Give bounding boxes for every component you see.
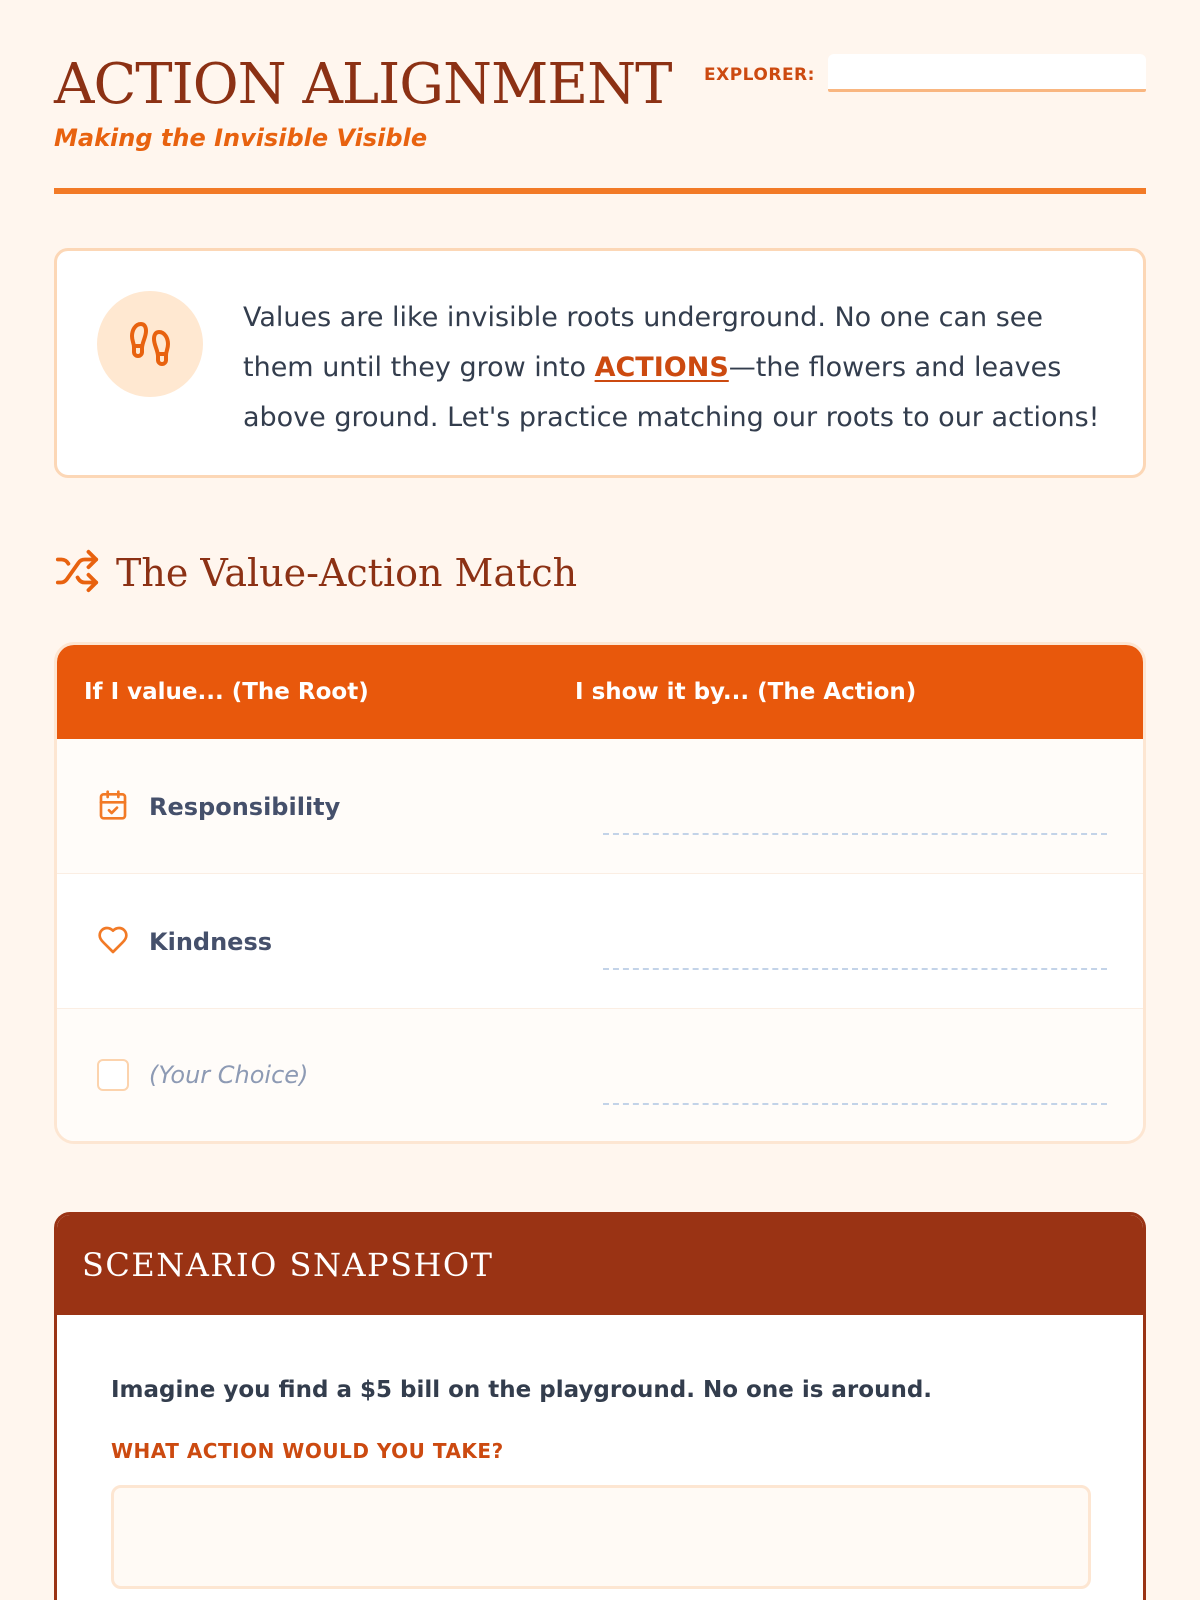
page-title: ACTION ALIGNMENT [54, 52, 672, 117]
footprints-icon [97, 291, 203, 397]
column-header-action: I show it by... (The Action) [575, 679, 917, 705]
explorer-name-input[interactable] [828, 54, 1146, 92]
action-input-kindness[interactable] [603, 932, 1107, 970]
header [54, 0, 1146, 194]
action-input-responsibility[interactable] [603, 797, 1107, 835]
value-label: Kindness [149, 928, 273, 956]
scenario-question: WHAT ACTION WOULD YOU TAKE? [111, 1439, 504, 1463]
shuffle-icon [54, 548, 100, 598]
table-body [57, 739, 1143, 1144]
scenario-card [54, 1212, 1146, 1600]
table-header [57, 645, 1143, 739]
intro-highlight-actions: ACTIONS [594, 352, 729, 383]
value-cell [97, 924, 272, 960]
scenario-answer-input[interactable] [111, 1485, 1091, 1589]
page-subtitle: Making the Invisible Visible [54, 124, 428, 152]
intro-text-end: —the flowers and leaves above ground. Let's practice matching our roots to our actions! [243, 352, 1100, 433]
heart-icon [97, 924, 129, 960]
intro-card [54, 248, 1146, 478]
action-input-your-choice[interactable] [603, 1067, 1107, 1105]
table-row-your-choice [57, 1009, 1143, 1144]
checkbox-icon[interactable] [97, 1059, 129, 1091]
match-section-title: The Value-Action Match [116, 551, 578, 595]
scenario-text: Imagine you find a $5 bill on the playground. No one is around. [111, 1377, 933, 1403]
scenario-header [57, 1215, 1143, 1315]
column-header-value: If I value... (The Root) [84, 679, 369, 705]
value-action-table [54, 642, 1146, 1144]
intro-text [243, 293, 1113, 443]
scenario-title: SCENARIO SNAPSHOT [82, 1246, 494, 1284]
value-label: Responsibility [149, 793, 341, 821]
match-section-header [54, 548, 577, 598]
value-label-placeholder[interactable]: (Your Choice) [149, 1061, 309, 1089]
value-cell [97, 789, 340, 825]
table-row-responsibility [57, 739, 1143, 874]
table-row-kindness [57, 874, 1143, 1009]
explorer-label: EXPLORER: [704, 65, 815, 85]
value-cell [97, 1059, 308, 1091]
intro-text-start: Values are like invisible roots underground. No one can see them until they grow into [243, 302, 1043, 383]
calendar-check-icon [97, 789, 129, 825]
